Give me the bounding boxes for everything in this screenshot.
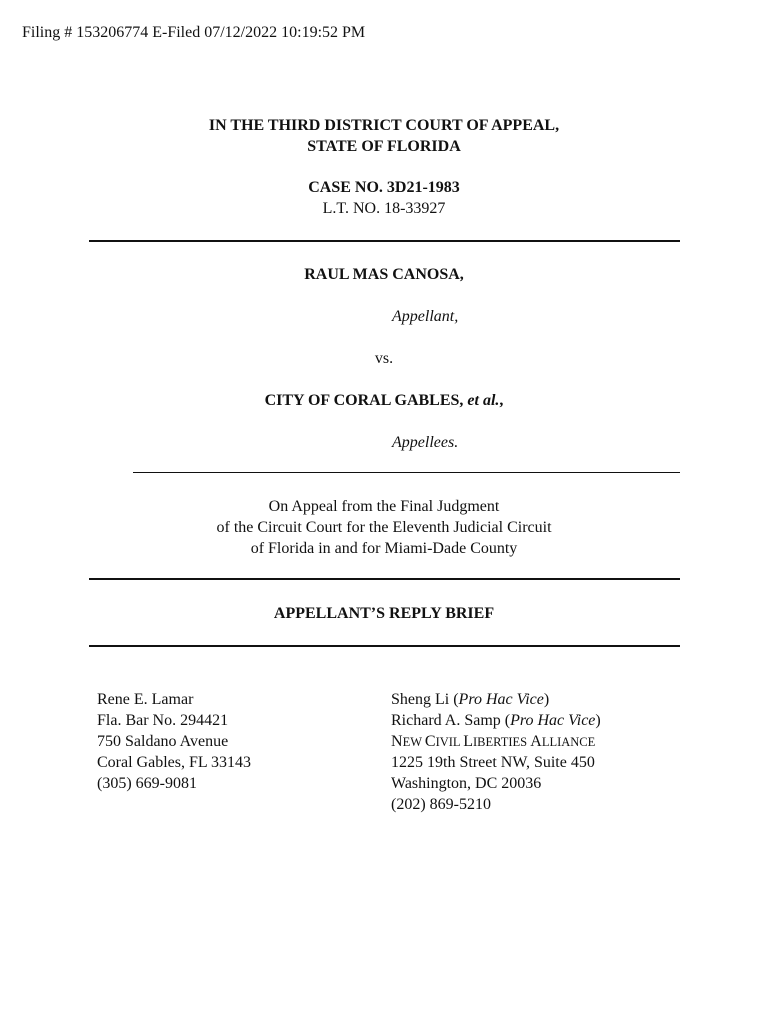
divider-brief-top bbox=[89, 578, 680, 580]
divider-brief-bottom bbox=[89, 645, 680, 647]
counsel-right-organization: NEW CIVIL LIBERTIES ALLIANCE bbox=[391, 733, 596, 750]
counsel-right-street: 1225 19th Street NW, Suite 450 bbox=[391, 754, 595, 771]
appeal-origin-line1: On Appeal from the Final Judgment bbox=[268, 498, 500, 515]
lower-tribunal-number: L.T. NO. 18-33927 bbox=[322, 200, 446, 217]
filing-stamp: Filing # 153206774 E-Filed 07/12/2022 10:19:52 PM bbox=[22, 24, 366, 41]
counsel-right-name1: Sheng Li bbox=[391, 691, 450, 708]
appellee-name-line bbox=[0, 390, 768, 411]
appellant-name: RAUL MAS CANOSA, bbox=[304, 266, 464, 283]
case-number: CASE NO. 3D21-1983 bbox=[308, 179, 460, 196]
counsel-right-name2-line: Richard A. Samp (Pro Hac Vice) bbox=[391, 712, 601, 729]
counsel-right-city: Washington, DC 20036 bbox=[391, 775, 542, 792]
appellee-et-al: et al. bbox=[467, 392, 500, 409]
appellee-comma: , bbox=[499, 392, 504, 409]
divider-top bbox=[89, 240, 680, 242]
counsel-right-name2-note: Pro Hac Vice bbox=[510, 712, 596, 729]
appellant-role: Appellant, bbox=[392, 308, 459, 325]
counsel-left-name: Rene E. Lamar bbox=[97, 691, 194, 708]
counsel-right-name1-note: Pro Hac Vice bbox=[458, 691, 544, 708]
appellee-name: CITY OF CORAL GABLES, bbox=[264, 392, 464, 409]
counsel-left-street: 750 Saldano Avenue bbox=[97, 733, 229, 750]
counsel-left-phone: (305) 669-9081 bbox=[97, 775, 197, 792]
counsel-left-bar: Fla. Bar No. 294421 bbox=[97, 712, 229, 729]
appeal-origin-line2: of the Circuit Court for the Eleventh Judicial Circuit bbox=[216, 519, 552, 536]
divider-parties bbox=[133, 472, 680, 473]
court-name: IN THE THIRD DISTRICT COURT OF APPEAL, bbox=[208, 117, 560, 134]
versus: vs. bbox=[374, 350, 394, 367]
appellee-role: Appellees. bbox=[392, 434, 459, 451]
counsel-right-phone: (202) 869-5210 bbox=[391, 796, 491, 813]
counsel-right-name2: Richard A. Samp bbox=[391, 712, 501, 729]
appeal-origin-line3: of Florida in and for Miami-Dade County bbox=[250, 540, 518, 557]
brief-title: APPELLANT’S REPLY BRIEF bbox=[273, 605, 495, 622]
court-state: STATE OF FLORIDA bbox=[307, 138, 461, 155]
counsel-right-name1-line: Sheng Li (Pro Hac Vice) bbox=[391, 691, 550, 708]
counsel-left-city: Coral Gables, FL 33143 bbox=[97, 754, 252, 771]
